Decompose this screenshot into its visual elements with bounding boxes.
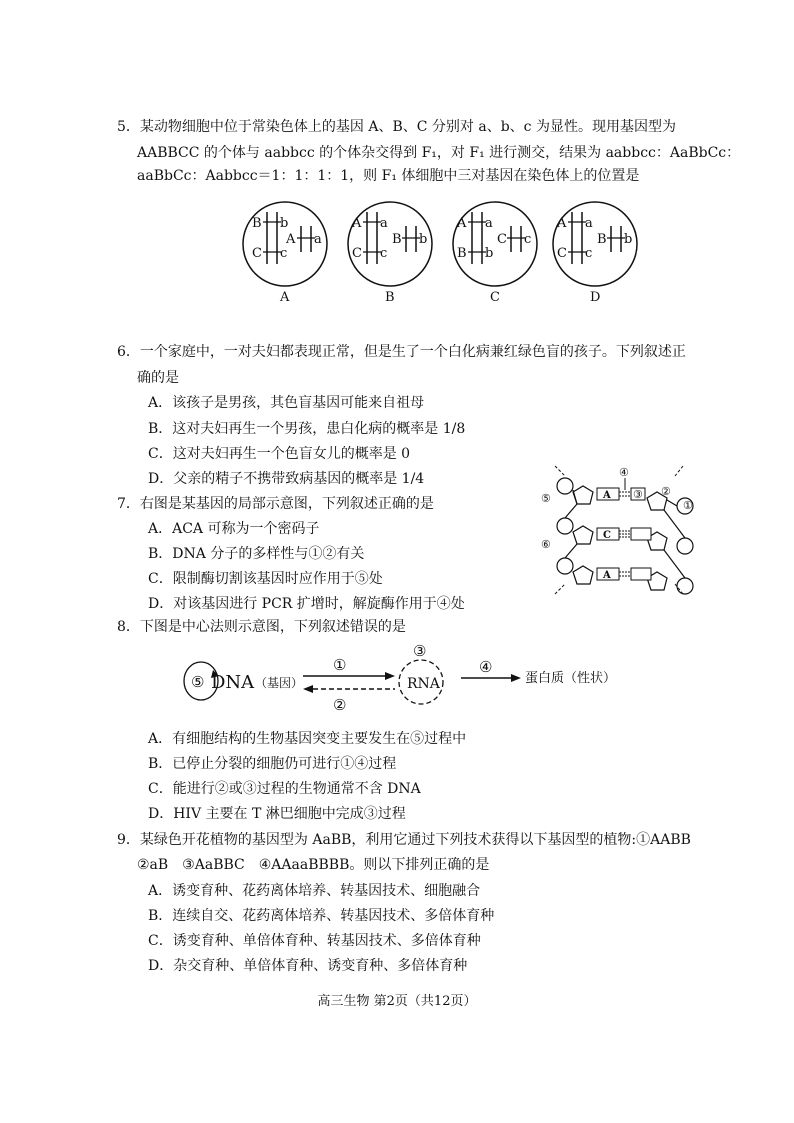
q6-option-b: B．这对夫妇再生一个男孩，患白化病的概率是 1/8 <box>148 421 466 437</box>
marker-6: ⑥ <box>541 538 551 551</box>
gene-label: B <box>252 216 262 231</box>
gene-label: A <box>286 232 296 247</box>
svg-text:A: A <box>457 216 467 231</box>
option-label-c: C <box>490 290 500 305</box>
svg-text:a: a <box>585 216 593 231</box>
q9-line-1: 9．某绿色开花植物的基因型为 AaBB，利用它通过下列技术获得以下基因型的植物:①AABB <box>117 832 691 848</box>
q8-option-b: B．已停止分裂的细胞仍可进行①④过程 <box>148 756 397 772</box>
q9-option-b: B．连续自交、花药离体培养、转基因技术、多倍体育种 <box>148 908 495 924</box>
page-footer: 高三生物 第2页（共12页） <box>317 994 477 1009</box>
base-label: A <box>603 570 611 581</box>
dna-note: （基因） <box>255 676 304 690</box>
svg-text:A: A <box>557 216 567 231</box>
svg-text:c: c <box>585 246 593 261</box>
marker-3: ③ <box>413 642 427 660</box>
svg-text:b: b <box>624 232 633 247</box>
q6-option-d: D．父亲的精子不携带致病基因的概率是 1/4 <box>148 471 425 487</box>
gene-label: b <box>280 216 289 231</box>
svg-text:B: B <box>597 232 607 247</box>
svg-text:A: A <box>352 216 362 231</box>
q9-option-a: A．诱变育种、花药离体培养、转基因技术、细胞融合 <box>148 883 481 899</box>
gene-label: C <box>252 246 262 261</box>
q8-option-c: C．能进行②或③过程的生物通常不含 DNA <box>148 781 421 797</box>
svg-text:c: c <box>524 232 532 247</box>
marker-4: ④ <box>619 466 629 479</box>
q6-option-a: A．该孩子是男孩，其色盲基因可能来自祖母 <box>148 395 425 411</box>
svg-text:a: a <box>485 216 493 231</box>
q9-option-c: C．诱变育种、单倍体育种、转基因技术、多倍体育种 <box>148 933 481 949</box>
marker-5: ⑤ <box>541 492 551 505</box>
q9-option-d: D．杂交育种、单倍体育种、诱变育种、多倍体育种 <box>148 958 468 974</box>
q6-option-c: C．这对夫妇再生一个色盲女儿的概率是 0 <box>148 446 411 462</box>
svg-text:b: b <box>485 246 494 261</box>
left-strand <box>557 478 593 584</box>
q8-option-a: A．有细胞结构的生物基因突变主要发生在⑤过程中 <box>148 731 467 747</box>
marker-1: ① <box>683 499 693 512</box>
cell-a <box>243 202 327 305</box>
q5-chromosome-figure <box>240 200 660 310</box>
q7-option-b: B．DNA 分子的多样性与①②有关 <box>148 546 365 562</box>
marker-4: ④ <box>479 658 493 676</box>
cell-b <box>348 202 432 305</box>
cell-d <box>553 202 637 305</box>
marker-1: ① <box>333 656 347 674</box>
q5-line-3: aaBbCc：Aabbcc＝1：1：1：1，则 F₁ 体细胞中三对基因在染色体上的位置是 <box>137 168 640 184</box>
cell-c <box>453 202 537 305</box>
rna-label: RNA <box>407 676 440 692</box>
option-label-b: B <box>385 290 395 305</box>
marker-2: ② <box>333 696 347 714</box>
gene-label: c <box>280 246 288 261</box>
svg-text:C: C <box>557 246 567 261</box>
q5-line-1: 5．某动物细胞中位于常染色体上的基因 A、B、C 分别对 a、b、c 为显性。现用基因型为 <box>117 119 676 135</box>
option-label-a: A <box>280 290 290 305</box>
base-label: A <box>603 490 611 501</box>
marker-5: ⑤ <box>191 673 205 691</box>
svg-text:C: C <box>497 232 507 247</box>
q9-line-2: ②aB ③AaBBC ④AAaaBBBB。则以下排列正确的是 <box>137 857 490 873</box>
svg-text:B: B <box>392 232 402 247</box>
base-label: C <box>603 530 611 541</box>
q7-option-d: D．对该基因进行 PCR 扩增时，解旋酶作用于④处 <box>148 596 465 612</box>
svg-text:a: a <box>380 216 388 231</box>
svg-text:b: b <box>419 232 428 247</box>
q7-stem: 7．右图是某基因的局部示意图，下列叙述正确的是 <box>117 496 434 512</box>
marker-2: ② <box>661 485 671 498</box>
svg-text:B: B <box>457 246 467 261</box>
q7-option-c: C．限制酶切割该基因时应作用于⑤处 <box>148 571 383 587</box>
q7-dna-figure <box>535 462 705 602</box>
marker-3: ③ <box>633 488 643 501</box>
gene-label: a <box>314 232 322 247</box>
q6-line-1: 6．一个家庭中，一对夫妇都表现正常，但是生了一个白化病兼红绿色盲的孩子。下列叙述正 <box>117 344 686 360</box>
protein-label: 蛋白质（性状） <box>525 671 617 686</box>
dna-label: DNA <box>211 672 255 693</box>
option-label-d: D <box>590 290 601 305</box>
svg-text:c: c <box>380 246 388 261</box>
q7-option-a: A．ACA 可称为一个密码子 <box>148 521 320 537</box>
q8-stem: 8．下图是中心法则示意图，下列叙述错误的是 <box>117 619 406 635</box>
q6-line-2: 确的是 <box>137 370 179 386</box>
q8-central-dogma-figure <box>175 640 635 720</box>
q5-line-2: AABBCC 的个体与 aabbcc 的个体杂交得到 F₁，对 F₁ 进行测交，结果为 aabbcc：AaBbCc： <box>137 145 741 161</box>
svg-text:C: C <box>352 246 362 261</box>
q8-option-d: D．HIV 主要在 T 淋巴细胞中完成③过程 <box>148 806 406 822</box>
